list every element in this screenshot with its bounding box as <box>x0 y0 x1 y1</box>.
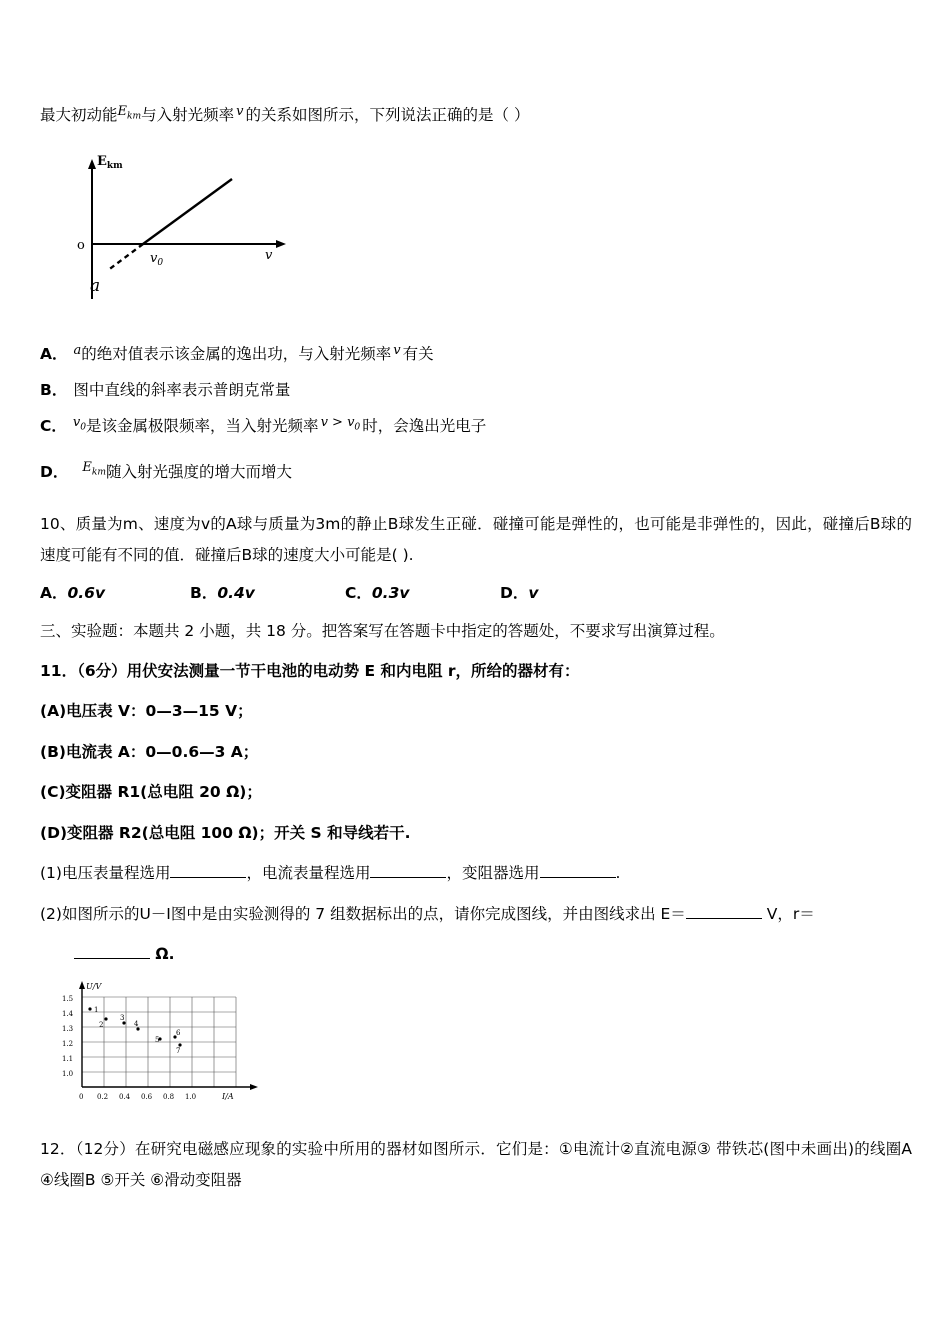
section3-title: 三、实验题：本题共 2 小题，共 18 分。把答案写在答题卡中指定的答题处，不要求写出演算过程。 <box>40 622 725 641</box>
q9-x-axis-label: v <box>265 248 273 263</box>
q9-choice-d-label: D． <box>40 462 69 481</box>
q11-stem: 11．（6分）用伏安法测量一节干电池的电动势 E 和内电阻 r，所给的器材有： <box>40 661 580 680</box>
q9-stem-symbol: Ekm <box>117 104 142 122</box>
q9-choice-a-label: A． <box>40 345 68 363</box>
q11-x-tick-3: 0.4 <box>119 1093 131 1101</box>
q10-option-c[interactable]: C．0.3v <box>345 584 410 603</box>
q11-x-tick-1: 0 <box>79 1093 84 1101</box>
q11-y-tick-4: 1.2 <box>62 1040 74 1048</box>
q9-choice-c-sym2: v > v0 <box>320 415 361 433</box>
q9-stem-symbol2: v <box>236 104 244 119</box>
q11-y-tick-3: 1.3 <box>62 1025 74 1033</box>
q11-point-label-4: 4 <box>134 1020 139 1028</box>
q11-y-axis-label: U/V <box>86 982 102 991</box>
q10-option-d[interactable]: D．v <box>500 584 539 603</box>
q10-options <box>40 581 912 603</box>
q9-stem <box>40 100 912 131</box>
q9-choice-c-text2: 时，会逸出光电子 <box>362 417 487 435</box>
q11-point-label-3: 3 <box>120 1014 125 1022</box>
page-content <box>40 100 912 1196</box>
q9-stem-post: 的关系如图所示，下列说法正确的是（ ） <box>245 106 530 124</box>
q11-figure <box>52 979 912 1118</box>
q11-blank-1[interactable] <box>170 862 246 879</box>
q9-choice-c-text1: 是该金属极限频率，当入射光频率 <box>86 417 319 435</box>
q9-choice-b-label: B． <box>40 381 68 399</box>
q11-x-tick-2: 0.2 <box>97 1093 109 1101</box>
q11-item-c: (C)变阻器 R1(总电阻 20 Ω)； <box>40 783 262 802</box>
q11-point-label-5: 5 <box>155 1036 160 1044</box>
q11-sub2-cont: Ω. <box>74 938 912 971</box>
q11-x-axis-label: I/A <box>222 1092 234 1101</box>
q9-choice-a[interactable] <box>40 342 912 364</box>
q9-choice-b[interactable] <box>40 378 912 400</box>
q9-choice-d-text: 随入射光强度的增大而增大 <box>106 462 293 481</box>
q11-y-tick-5: 1.1 <box>62 1055 74 1063</box>
q9-stem-mid: 与入射光频率 <box>141 106 235 124</box>
q9-x-intercept-label: $v_0$ <box>150 251 164 268</box>
q9-y-axis-label: $E_{km}$ <box>97 154 123 171</box>
q9-choice-c[interactable] <box>40 414 912 438</box>
q9-origin-label: o <box>77 238 85 253</box>
q9-choice-c-label: C． <box>40 417 67 435</box>
q9-intercept-label: a <box>90 276 101 296</box>
q11-point-label-1: 1 <box>94 1006 99 1014</box>
q11-sub1: (1)电压表量程选用 ，电流表量程选用 ，变阻器选用 . <box>40 857 912 890</box>
q9-choice-a-sym: a <box>73 343 82 358</box>
q11-blank-5[interactable] <box>74 943 150 960</box>
q11-item-b: (B)电流表 A：0—0.6—3 A； <box>40 742 259 761</box>
q9-choice-c-sym: v0 <box>72 415 87 433</box>
q10-option-a[interactable]: A．0.6v <box>40 584 106 603</box>
q11-y-tick-2: 1.4 <box>62 1010 74 1018</box>
q10-option-b[interactable]: B．0.4v <box>190 584 255 603</box>
q11-point-label-2: 2 <box>99 1021 104 1029</box>
q12-stem: 12．（12分）在研究电磁感应现象的实验中所用的器材如图所示．它们是：①电流计②直流电源③ 带铁芯(图中未画出)的线圈A ④线圈B ⑤开关 ⑥滑动变阻器 <box>40 1140 912 1189</box>
q11-point-label-7: 7 <box>176 1047 181 1055</box>
q9-choice-a-text1: 的绝对值表示该金属的逸出功，与入射光频率 <box>81 345 392 363</box>
q11-y-tick-1: 1.5 <box>62 995 74 1003</box>
q11-blank-4[interactable] <box>686 902 762 919</box>
q9-graph-svg <box>50 149 310 324</box>
q9-figure <box>50 149 912 328</box>
q11-blank-2[interactable] <box>370 862 446 879</box>
q11-sub2: (2)如图所示的U－I图中是由实验测得的 7 组数据标出的点，请你完成图线，并由图线求出 E＝ V，r＝ <box>40 898 912 931</box>
q9-stem-pre: 最大初动能 <box>40 106 118 124</box>
q11-x-tick-5: 0.8 <box>163 1093 175 1101</box>
q11-item-a: (A)电压表 V：0—3—15 V； <box>40 702 253 721</box>
q9-choice-a-text2: 有关 <box>402 345 434 363</box>
q9-choice-a-sym2: v <box>393 343 401 358</box>
q11-item-d: (D)变阻器 R2(总电阻 100 Ω)；开关 S 和导线若干. <box>40 823 411 842</box>
q10-stem: 10、质量为m、速度为v的A球与质量为3m的静止B球发生正碰．碰撞可能是弹性的，也可能是非弹性的，因此，碰撞后B球的速度可能有不同的值．碰撞后B球的速度大小可能是( ). <box>40 515 912 565</box>
q11-x-tick-4: 0.6 <box>141 1093 153 1101</box>
q11-point-label-6: 6 <box>176 1029 181 1037</box>
q11-graph-svg <box>52 979 312 1114</box>
q9-choice-d-sym: Ekm <box>82 459 107 478</box>
q9-choice-d[interactable] <box>40 460 912 484</box>
q9-choice-b-text: 图中直线的斜率表示普朗克常量 <box>73 381 291 399</box>
q11-x-tick-6: 1.0 <box>185 1093 197 1101</box>
q11-blank-3[interactable] <box>540 862 616 879</box>
q11-y-tick-6: 1.0 <box>62 1070 74 1078</box>
